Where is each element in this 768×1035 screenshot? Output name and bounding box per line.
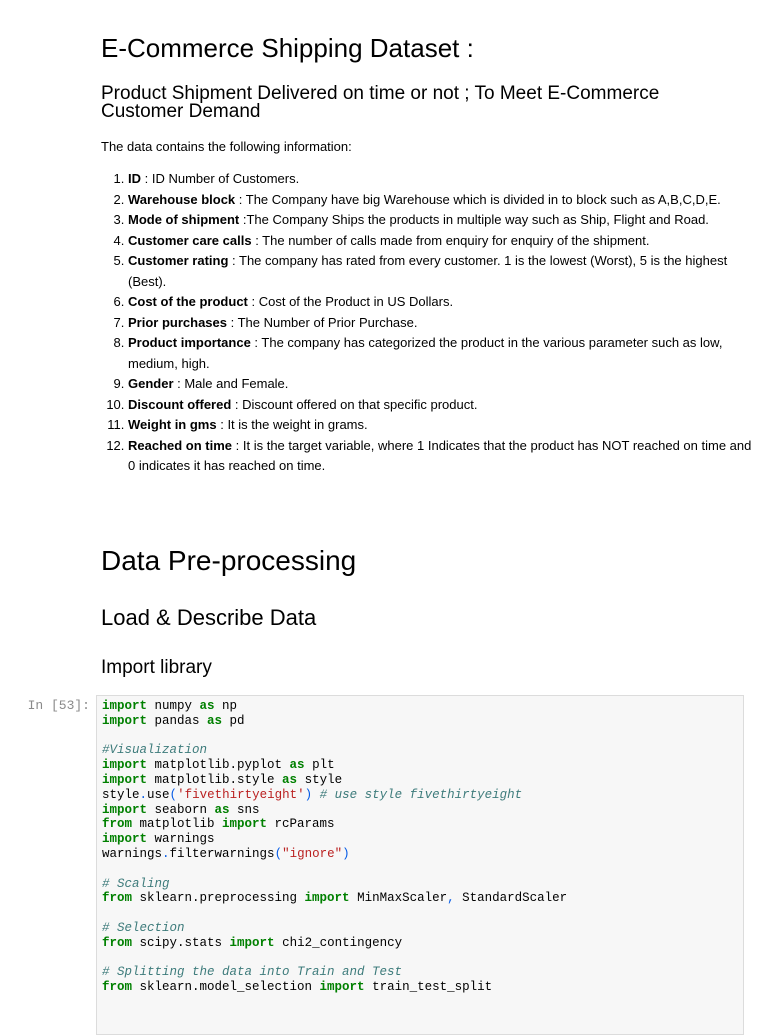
field-name: Cost of the product — [128, 294, 248, 309]
field-desc: : The company has rated from every customer. 1 is the lowest (Worst), 5 is the highest (Best). — [128, 253, 728, 289]
field-name: Gender — [128, 376, 174, 391]
keyword: from — [102, 891, 133, 906]
keyword: import — [102, 699, 148, 713]
code-token: np — [214, 699, 238, 713]
list-item — [128, 251, 758, 292]
keyword: as — [289, 758, 305, 773]
keyword: from — [102, 935, 133, 950]
code-token: filterwarnings — [169, 846, 275, 861]
code-cell-editor[interactable] — [96, 695, 744, 1035]
code-comment: # Selection — [102, 920, 185, 935]
keyword: as — [207, 713, 223, 728]
field-name: Mode of shipment — [128, 212, 240, 227]
code-token: train_test_split — [364, 980, 493, 995]
keyword: import — [102, 758, 148, 773]
field-desc: : Discount offered on that specific product. — [231, 396, 478, 412]
code-token: pd — [222, 713, 245, 728]
section-heading: Data Pre-processing — [101, 545, 357, 576]
field-name: Product importance — [128, 335, 251, 350]
code-token: pandas — [147, 713, 208, 728]
code-token: matplotlib.pyplot — [147, 758, 290, 773]
cell-prompt: In [53]: — [27, 698, 90, 713]
code-token: sns — [229, 802, 260, 817]
field-desc: : It is the weight in grams. — [216, 417, 368, 432]
code-comment: # Splitting the data into Train and Test — [102, 965, 403, 980]
code-token: sklearn.model_selection — [132, 980, 320, 995]
field-name: Customer rating — [128, 253, 229, 268]
code-token: style — [297, 772, 343, 787]
code-token: chi2_contingency — [274, 935, 403, 950]
code-token: style — [102, 787, 140, 802]
list-item — [128, 333, 758, 374]
field-desc: : The Company have big Warehouse which is divided in to block such as A,B,C,D,E. — [235, 191, 721, 207]
field-name: Reached on time — [128, 437, 233, 453]
keyword: import — [102, 832, 148, 847]
keyword: as — [282, 772, 298, 787]
list-item — [128, 210, 758, 231]
list-item — [128, 190, 758, 211]
list-item — [128, 292, 758, 313]
code-token: scipy.stats — [132, 935, 230, 950]
code-string: 'fivethirtyeight' — [177, 787, 305, 802]
code-comment: # use style fivethirtyeight — [319, 787, 523, 802]
code-token: seaborn — [147, 802, 215, 817]
field-name: Warehouse block — [128, 191, 236, 207]
notebook-subtitle: Product Shipment Delivered on time or not ; To Meet E-Commerce Customer Demand — [101, 83, 660, 122]
code-token: warnings — [102, 846, 163, 861]
keyword: from — [102, 817, 133, 832]
code-text[interactable]: import numpy as np import pandas as pd #Visualization import matplotlib.pyplot as plt import matplotlib.style as style style.use('fivethirtyeight') # use style fivethirtyeight import seaborn as sns from matplotlib import rcParams import warnings warnings.filterwarnings("ignore") # Scaling from sklearn.preprocessing import MinMaxScaler, StandardScaler # Selection from scipy.stats import chi2_contingency # Splitting the data into Train and Test from sklearn.model_selection import train_test_split — [102, 699, 568, 995]
field-desc: : The Number of Prior Purchase. — [227, 314, 418, 330]
field-name: Prior purchases — [128, 314, 227, 330]
code-token: rcParams — [267, 817, 335, 832]
field-desc: : Male and Female. — [173, 376, 289, 391]
list-item — [128, 169, 758, 190]
code-token: matplotlib — [132, 817, 223, 832]
keyword: import — [222, 817, 268, 832]
field-name: Discount offered — [128, 396, 232, 412]
code-token: use — [147, 787, 170, 802]
keyword: as — [199, 699, 215, 713]
list-item — [128, 313, 758, 334]
keyword: import — [102, 713, 148, 728]
field-desc: : The company has categorized the product in the various parameter such as low, medium, high. — [128, 335, 723, 371]
code-string: "ignore" — [282, 846, 343, 861]
list-item — [128, 374, 758, 395]
field-desc: : Cost of the Product in US Dollars. — [247, 294, 454, 309]
code-token: StandardScaler — [454, 891, 568, 906]
subsection-heading: Load & Describe Data — [101, 605, 317, 630]
field-desc: : ID Number of Customers. — [141, 171, 300, 186]
field-list — [101, 169, 758, 477]
keyword: import — [102, 802, 148, 817]
field-desc: : It is the target variable, where 1 Indicates that the product has NOT reached on time and 0 indicates it has reached on time. — [128, 437, 752, 473]
subsubsection-heading: Import library — [101, 657, 212, 678]
code-token: matplotlib.style — [147, 772, 283, 787]
code-comment: # Scaling — [102, 876, 170, 891]
code-token: plt — [304, 758, 335, 773]
keyword: import — [229, 935, 275, 950]
field-desc: : The number of calls made from enquiry for enquiry of the shipment. — [251, 232, 650, 248]
code-token: MinMaxScaler — [349, 891, 448, 906]
field-desc: :The Company Ships the products in multiple way such as Ship, Flight and Road. — [239, 212, 709, 227]
code-comment: #Visualization — [102, 743, 208, 758]
code-token: warnings — [147, 832, 215, 847]
keyword: from — [102, 980, 133, 995]
keyword: import — [319, 980, 365, 995]
field-name: Customer care calls — [128, 232, 252, 248]
field-name: ID — [128, 171, 141, 186]
list-item — [128, 231, 758, 252]
code-token: numpy — [147, 699, 200, 713]
list-item — [128, 436, 758, 477]
list-item — [128, 415, 758, 436]
notebook-title: E-Commerce Shipping Dataset : — [101, 33, 474, 63]
intro-text: The data contains the following information: — [101, 139, 352, 154]
field-name: Weight in gms — [128, 417, 217, 432]
list-item — [128, 395, 758, 416]
keyword: import — [304, 891, 350, 906]
code-token: sklearn.preprocessing — [132, 891, 305, 906]
keyword: import — [102, 772, 148, 787]
keyword: as — [214, 802, 230, 817]
